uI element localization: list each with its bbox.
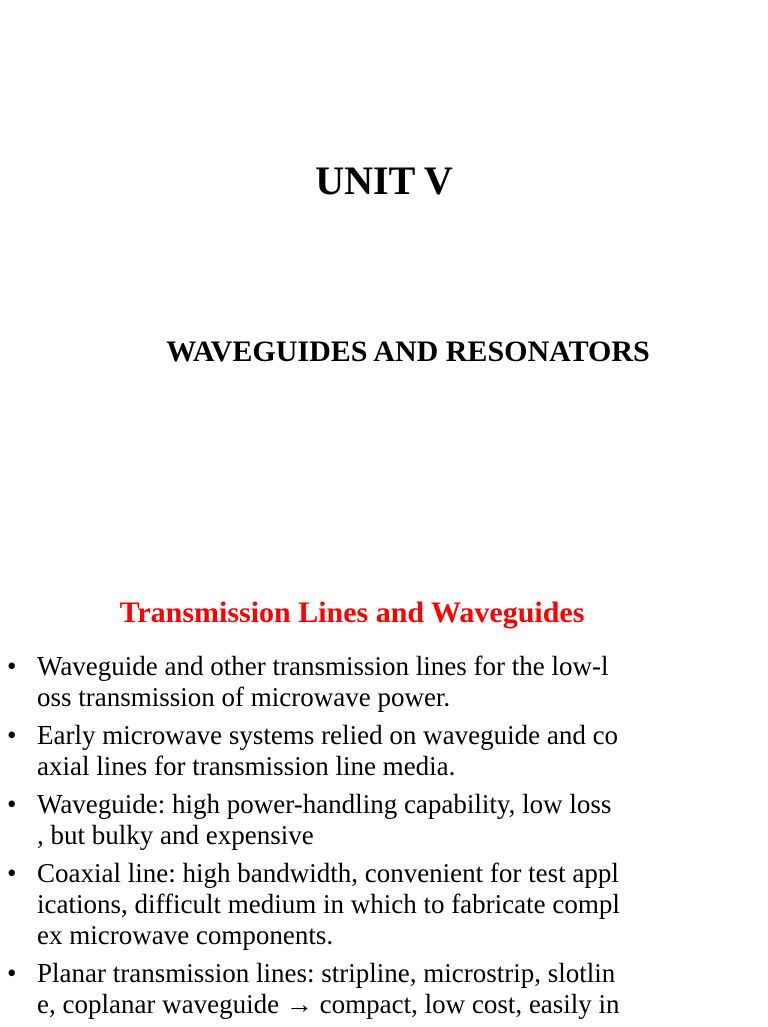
bullet-icon: • [7, 858, 17, 888]
bullet-icon: • [7, 651, 17, 681]
bullet-text-line: , but bulky and expensive [37, 820, 314, 850]
bullet-icon: • [7, 789, 17, 819]
bullet-icon: • [7, 958, 17, 988]
bullet-text-line: Coaxial line: high bandwidth, convenient for test appl [37, 858, 619, 888]
section-title: Transmission Lines and Waveguides [119, 596, 585, 629]
bullet-text-line: Early microwave systems relied on waveguide and co [37, 720, 619, 750]
bullet-item [0, 651, 717, 713]
document-subtitle: WAVEGUIDES AND RESONATORS [166, 335, 650, 368]
bullet-text-line: Waveguide and other transmission lines for the low-l [37, 651, 609, 681]
bullet-text-line: e, coplanar waveguide → compact, low cost, easily in [37, 989, 620, 1019]
bullet-item [0, 720, 717, 782]
bullet-text-line: Waveguide: high power-handling capability, low loss [37, 789, 612, 819]
bullet-item [0, 858, 717, 951]
bullet-item [0, 958, 717, 1020]
bullet-icon: • [7, 720, 17, 750]
bullet-text-line: ications, difficult medium in which to fabricate compl [37, 889, 620, 919]
bullet-text-line: oss transmission of microwave power. [37, 682, 451, 712]
bullet-text-line: axial lines for transmission line media. [37, 751, 456, 781]
bullet-text-line: ex microwave components. [37, 920, 334, 950]
unit-title: UNIT V [315, 158, 453, 203]
bullet-text-line: Planar transmission lines: stripline, microstrip, slotlin [37, 958, 616, 988]
bullet-item [0, 789, 717, 851]
bullet-list [0, 651, 768, 1027]
